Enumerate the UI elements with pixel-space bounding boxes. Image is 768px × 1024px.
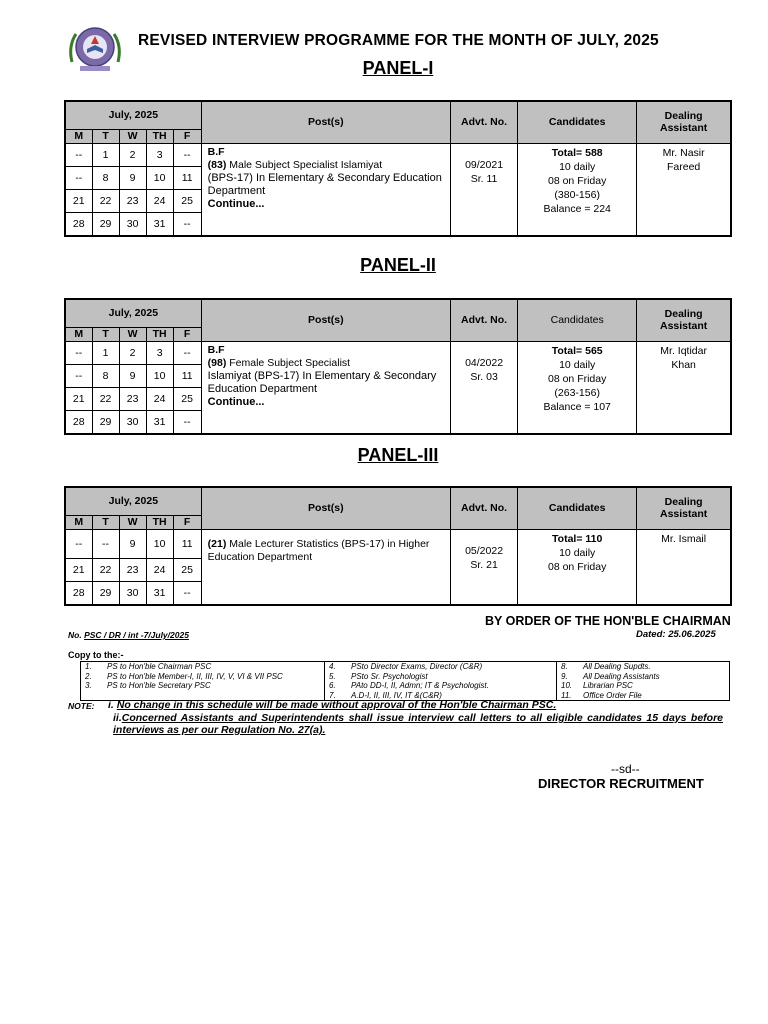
dealing-assistant [637,529,731,605]
post-count: (21) [207,537,227,550]
date-cell: 25 [173,189,201,212]
post-description [201,341,450,434]
candidates-total: Total= 110 [552,532,603,545]
dealing-header [637,101,731,143]
note-1 [108,699,556,711]
candidates-info [518,529,637,605]
copy-item-number: 7. [329,690,336,700]
dealing-header-line1: Dealing [664,496,703,509]
reference-value: PSC / DR / int -7/July/2025 [84,630,189,640]
panel-1-table [64,100,732,237]
dealing-name-line: Mr. Nasir [662,146,705,159]
date-cell: -- [173,341,201,364]
day-header: TH [146,129,173,143]
signatory-title: DIRECTOR RECRUITMENT [538,776,704,791]
copy-item-number: 11. [561,690,572,700]
date-cell: -- [173,212,201,236]
post-main: Female Subject Specialist [226,356,351,369]
date-cell: -- [173,581,201,605]
dealing-name-line: Mr. Iqtidar [660,344,707,357]
panel-2-table [64,298,732,435]
date-cell: 25 [173,387,201,410]
copy-column [324,662,556,700]
candidates-balance: Balance = 224 [543,202,611,215]
copy-item-text: All Dealing Assistants [583,671,660,681]
date-cell: 11 [173,166,201,189]
date-cell: 9 [119,166,146,189]
month-header: July, 2025 [65,299,201,327]
candidates-header: Candidates [518,299,637,341]
dealing-header [637,487,731,529]
date-cell: 11 [173,364,201,387]
copy-item [85,672,324,682]
copy-item-number: 4. [329,662,336,671]
copy-item [85,662,324,672]
copy-item-text: All Dealing Supdts. [583,662,651,671]
copy-item-text: PSto Director Exams, Director (C&R) [351,662,483,671]
copy-item [561,691,729,701]
day-header: M [65,327,92,341]
dealing-assistant [637,341,731,434]
note-label: NOTE: [68,701,95,711]
date-cell: 3 [146,341,173,364]
post-count: (98) [207,356,227,369]
copy-item-number: 9. [561,671,568,681]
date-cell: -- [92,529,119,558]
date-cell: 30 [119,410,146,434]
day-header: W [119,129,146,143]
day-header: TH [146,515,173,529]
date-cell: 3 [146,143,173,166]
panel-3-table [64,486,732,606]
copy-item [561,662,729,672]
day-header: W [119,515,146,529]
date-cell: 28 [65,410,92,434]
date-cell: -- [65,341,92,364]
advt-number [451,143,518,236]
date-cell: 29 [92,581,119,605]
copy-list [80,661,730,701]
candidates-line: (380-156) [554,188,600,201]
advt-header: Advt. No. [451,487,518,529]
post-continue: Continue... [207,197,265,210]
reference-number [68,630,189,640]
day-header: M [65,129,92,143]
date-cell: 22 [92,558,119,581]
date-cell: 31 [146,212,173,236]
date-cell: 23 [119,387,146,410]
copy-column [556,662,729,700]
dealing-name-line: Mr. Ismail [661,532,707,545]
copy-item-number: 5. [329,671,336,681]
copy-item-text: Librarian PSC [583,681,633,690]
date-cell: 23 [119,189,146,212]
dealing-header-line2: Assistant [660,320,708,333]
copy-item-number: 1. [85,662,92,671]
date-cell: 21 [65,558,92,581]
day-header: W [119,327,146,341]
candidates-line: 08 on Friday [548,560,607,573]
posts-header: Post(s) [201,487,450,529]
copy-item-number: 2. [85,671,92,681]
date-cell: 24 [146,558,173,581]
candidates-total: Total= 588 [551,146,603,159]
date-cell: 21 [65,189,92,212]
date-cell: -- [65,529,92,558]
post-bf: B.F [207,145,225,158]
day-header: F [173,515,201,529]
day-header: T [92,129,119,143]
candidates-line: (263-156) [554,386,600,399]
date-cell: 2 [119,341,146,364]
candidates-info [518,143,637,236]
posts-header: Post(s) [201,299,450,341]
candidates-balance: Balance = 107 [543,400,611,413]
copy-item-number: 8. [561,662,568,671]
note-1-number: i. [108,699,117,711]
date-cell: -- [173,410,201,434]
copy-item-text: PAto DD-I, II, Admn; IT & Psychologist. [351,681,489,690]
date-cell: -- [65,143,92,166]
advt-sr: Sr. 21 [470,558,498,571]
dealing-assistant [637,143,731,236]
date-cell: -- [65,364,92,387]
date-cell: 25 [173,558,201,581]
date-cell: 8 [92,364,119,387]
date-cell: 21 [65,387,92,410]
issue-date: Dated: 25.06.2025 [636,629,716,640]
signed-mark: --sd-- [611,762,640,776]
posts-header: Post(s) [201,101,450,143]
date-cell: 1 [92,143,119,166]
advt-sr: Sr. 11 [470,172,498,185]
date-cell: 1 [92,341,119,364]
post-detail: (BPS-17) In Elementary & Secondary Education Department [207,171,442,197]
copy-item-number: 3. [85,681,92,690]
date-cell: 9 [119,529,146,558]
copy-item [85,681,324,691]
dealing-name-line: Khan [671,358,696,371]
note-2-text: Concerned Assistants and Superintendents shall issue interview call letters to all eligible candidates 15 days before interviews as per our Regulation No. 27(a). [113,712,723,736]
date-cell: 30 [119,212,146,236]
date-cell: 8 [92,166,119,189]
date-cell: 29 [92,410,119,434]
copy-item-text: PS to Hon'ble Member-I, II, III, IV, V, VI & VII PSC [107,671,283,681]
copy-item-text: PSto Sr. Psychologist [351,671,428,681]
day-header: F [173,327,201,341]
copy-item [329,681,556,691]
post-detail: Islamiyat (BPS-17) In Elementary & Secondary Education Department [207,369,437,395]
candidates-line: 08 on Friday [548,372,607,385]
reference-label: No. [68,630,85,640]
date-cell: 11 [173,529,201,558]
candidates-total: Total= 565 [551,344,603,357]
by-order-line: BY ORDER OF THE HON'BLE CHAIRMAN [485,614,731,628]
date-cell: -- [65,166,92,189]
dealing-header [637,299,731,341]
copy-to-label: Copy to the:- [68,650,124,660]
candidates-header: Candidates [518,101,637,143]
post-description [201,143,450,236]
date-cell: 31 [146,581,173,605]
advt-no: 09/2021 [465,158,504,171]
post-description [201,529,450,605]
month-header: July, 2025 [65,487,201,515]
candidates-info [518,341,637,434]
date-cell: 24 [146,387,173,410]
copy-item [561,681,729,691]
dealing-header-line1: Dealing [664,110,703,123]
date-cell: 28 [65,212,92,236]
day-header: M [65,515,92,529]
advt-header: Advt. No. [451,101,518,143]
copy-column [81,662,324,700]
dealing-header-line2: Assistant [660,122,708,135]
advt-number [451,341,518,434]
copy-item [329,672,556,682]
copy-item-text: Office Order File [583,690,642,700]
dealing-name-line: Fareed [667,160,701,173]
copy-item-text: PS to Hon'ble Chairman PSC [107,662,212,671]
post-count: (83) [207,158,227,171]
copy-item-text: A.D-I, II, III, IV, IT &(C&R) [351,690,442,700]
note-2-number: ii. [113,712,122,724]
note-2 [113,712,723,736]
date-cell: 29 [92,212,119,236]
dealing-header-line2: Assistant [660,508,708,521]
dealing-header-line1: Dealing [664,308,703,321]
panel-3-title: PANEL-III [357,445,439,465]
day-header: TH [146,327,173,341]
date-cell: 23 [119,558,146,581]
date-cell: 24 [146,189,173,212]
post-continue: Continue... [207,395,265,408]
candidates-line: 10 daily [559,546,596,559]
day-header: T [92,327,119,341]
date-cell: 10 [146,166,173,189]
date-cell: 30 [119,581,146,605]
candidates-line: 08 on Friday [548,174,607,187]
candidates-line: 10 daily [559,358,596,371]
month-header: July, 2025 [65,101,201,129]
date-cell: 10 [146,364,173,387]
copy-item-number: 6. [329,681,336,690]
advt-no: 04/2022 [465,356,504,369]
candidates-header: Candidates [518,487,637,529]
advt-no: 05/2022 [465,544,504,557]
note-1-text: No change in this schedule will be made without approval of the Hon'ble Chairman PSC. [116,699,557,711]
date-cell: 28 [65,581,92,605]
post-bf: B.F [207,343,225,356]
advt-sr: Sr. 03 [470,370,498,383]
copy-item-number: 10. [561,681,573,690]
advt-header: Advt. No. [451,299,518,341]
day-header: T [92,515,119,529]
post-main: Male Lecturer Statistics (BPS-17) in Higher Education Department [207,537,430,563]
copy-item-text: PS to Hon'ble Secretary PSC [107,681,211,690]
advt-number [451,529,518,605]
day-header: F [173,129,201,143]
copy-item [561,672,729,682]
date-cell: 22 [92,387,119,410]
copy-item [329,662,556,672]
panel-2-title: PANEL-II [360,255,436,275]
panel-1-title: PANEL-I [362,58,434,78]
date-cell: 22 [92,189,119,212]
candidates-line: 10 daily [559,160,596,173]
post-main: Male Subject Specialist Islamiyat [226,158,383,171]
date-cell: 31 [146,410,173,434]
date-cell: 10 [146,529,173,558]
date-cell: 2 [119,143,146,166]
date-cell: -- [173,143,201,166]
date-cell: 9 [119,364,146,387]
document-title: REVISED INTERVIEW PROGRAMME FOR THE MONTH OF JULY, 2025 [138,32,659,49]
